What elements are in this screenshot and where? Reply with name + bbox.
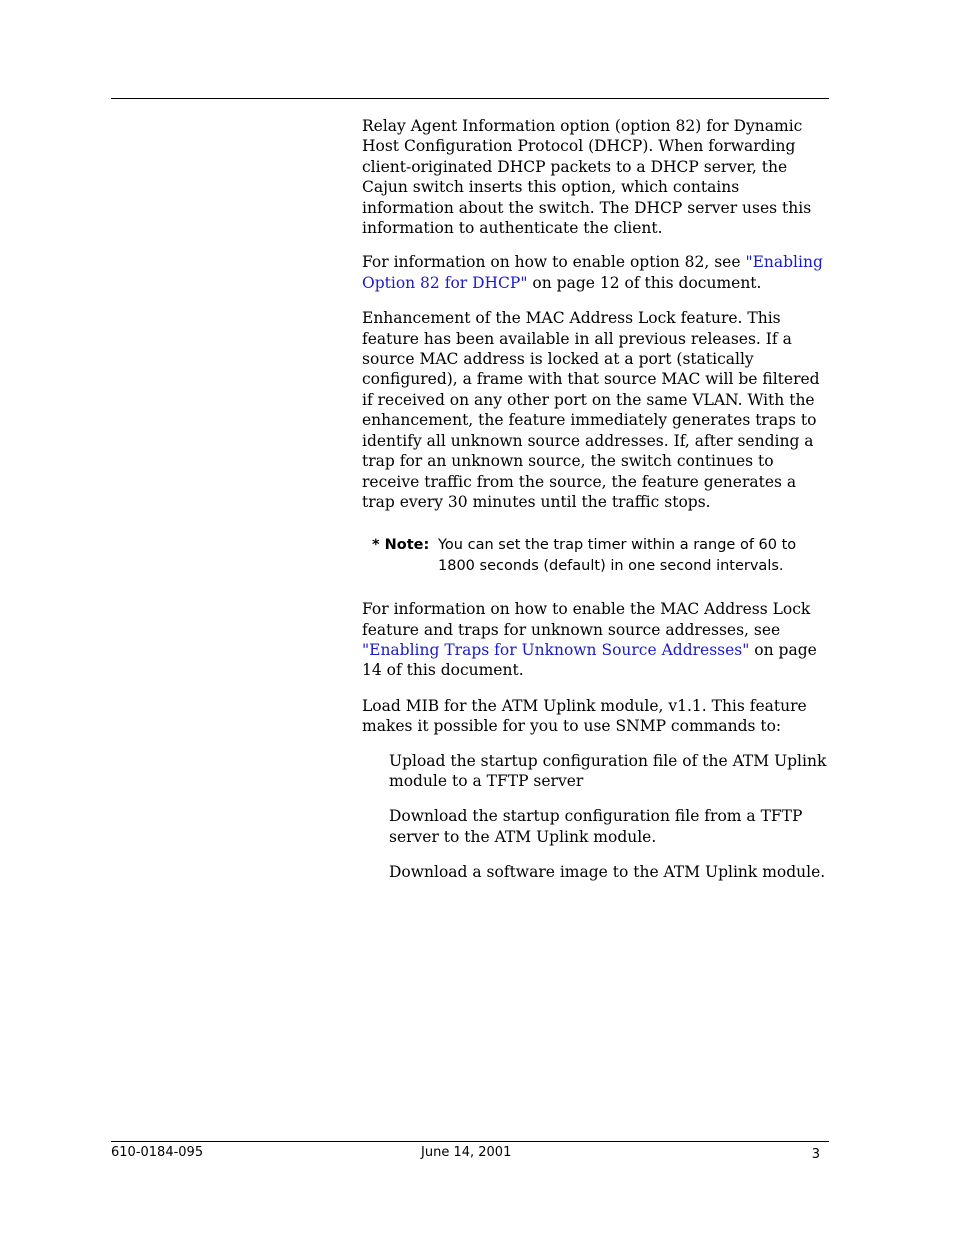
text-segment: For information on how to enable the MAC Address Lock feature and traps for unknown source addresses, see: [362, 600, 811, 639]
footer-rule: [111, 1141, 829, 1142]
paragraph-option-82-reference: [362, 252, 832, 293]
header-rule: [111, 98, 829, 99]
list-item: Upload the startup configuration file of the ATM Uplink module to a TFTP server: [389, 751, 827, 790]
footer-doc-number: 610-0184-095: [111, 1145, 204, 1160]
paragraph-load-mib: Load MIB for the ATM Uplink module, v1.1. This feature makes it possible for you to use SNMP commands to:: [362, 696, 807, 736]
list-item: Download a software image to the ATM Uplink module.: [389, 863, 826, 882]
link-enabling-option-82[interactable]: "Enabling Option 82 for DHCP": [362, 253, 823, 292]
paragraph-option-82: Relay Agent Information option (option 82) for Dynamic Host Configuration Protocol (DHCP). When forwarding client-originated DHCP packets to a DHCP server, the Cajun switch inserts this option, which contains information about the switch. The DHCP server uses this information to authenticate the client.: [362, 117, 812, 238]
link-enabling-traps[interactable]: "Enabling Traps for Unknown Source Addresses": [362, 640, 750, 659]
note-text: You can set the trap timer within a range of 60 to 1800 seconds (default) in one second intervals.: [438, 537, 797, 574]
paragraph-mac-lock-reference: [362, 599, 832, 681]
text-segment: on page 14 of this document.: [362, 640, 817, 680]
note-label: * Note:: [372, 537, 430, 554]
footer-page-number: 3: [811, 1147, 820, 1162]
paragraph-mac-address-lock: Enhancement of the MAC Address Lock feature. This feature has been available in all previous releases. If a source MAC address is locked at a port (statically configured), a frame with that source MAC will be filtered if received on any other port on the same VLAN. With the enhancement, the feature immediately generates traps to identify all unknown source addresses. If, after sending a trap for an unknown source, the switch continues to receive traffic from the source, the feature generates a trap every 30 minutes until the traffic stops.: [362, 309, 820, 511]
snmp-command-list: [362, 751, 832, 883]
document-body: [362, 116, 832, 898]
footer-date: June 14, 2001: [421, 1145, 512, 1160]
text-segment: For information on how to enable option 82, see: [362, 253, 746, 272]
text-segment: on page 12 of this document.: [527, 273, 762, 292]
list-item: Download the startup configuration file from a TFTP server to the ATM Uplink module.: [389, 807, 803, 846]
note-block: [372, 535, 832, 576]
